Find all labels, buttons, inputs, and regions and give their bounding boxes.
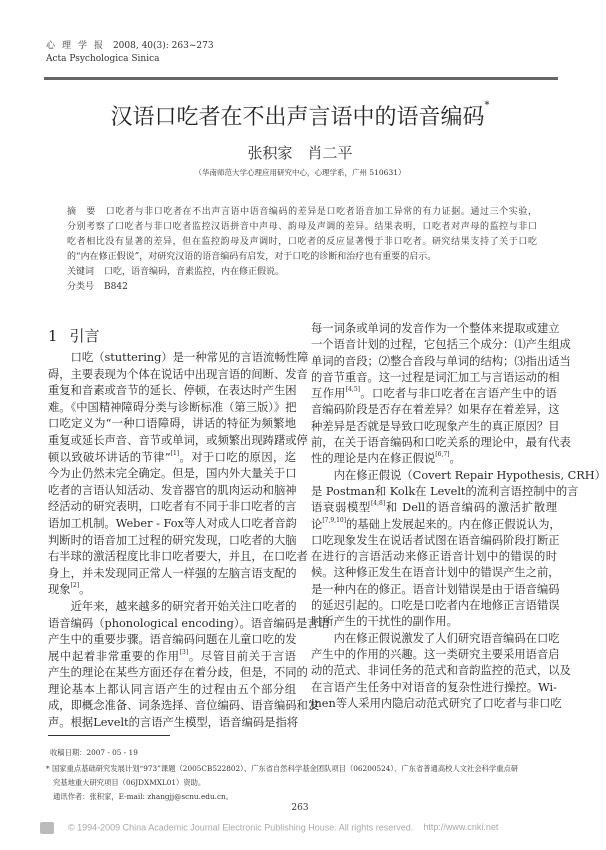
classification-number: B842: [104, 282, 128, 292]
text-line: [311, 370, 560, 386]
text-line: [48, 632, 296, 649]
text-line: [311, 598, 560, 614]
abstract-line: 吃者相比没有显著的差异，但在监控韵母及声调时，口吃者的反应显著慢于非口吃者。研究结果支持了关于口吃: [67, 237, 537, 247]
text-line: [311, 386, 557, 402]
text-line: [48, 383, 296, 400]
text-line: [48, 400, 296, 417]
text-line: [48, 416, 296, 433]
text-segment: 互作用: [311, 387, 346, 401]
text-line: [311, 533, 560, 549]
journal-name-char: 学: [78, 41, 88, 51]
classification-line: [67, 280, 537, 295]
text-segment: 时所产生的干扰性的副作用。: [311, 615, 458, 629]
text-line: [48, 466, 296, 483]
text-line: [311, 647, 560, 663]
received-date: 收稿日期：2007 - 05 - 19: [50, 748, 138, 757]
citation-reference: [1]: [170, 449, 180, 457]
text-segment: 口吃定义为“一种口语障碍，讲话的特征为频繁地: [48, 417, 296, 431]
text-line: [311, 565, 560, 581]
journal-name-en: Acta Psychologica Sinica: [46, 54, 160, 64]
header-rule: [44, 77, 558, 80]
text-segment: 在进行的言语活动来修正语音计划中的错误的时: [311, 550, 557, 564]
keywords-line: [67, 265, 537, 280]
text-segment: 的延迟引起的。口吃是口吃者内在地修正言语错误: [311, 599, 560, 613]
abstract-label: 摘 要: [67, 207, 96, 217]
text-segment: 碍，主要表现为个体在说话中出现言语的间断、发音: [48, 367, 308, 381]
text-line: [48, 649, 296, 666]
text-segment: 身上，并未发现同正常人一样强的左脑言语支配的: [48, 566, 297, 580]
text-line: [48, 533, 296, 550]
text-segment: 口吃现象发生在说话者试图在语音编码阶段打断正: [311, 533, 560, 547]
text-segment: 今为止仍然未完全确定。但是，国内外大量关于口: [48, 467, 297, 481]
corresponding-author: 通讯作者：张积家，E-mail: zhangjj@scnu.edu.cn。: [53, 792, 234, 801]
text-segment: 内在修正假说激发了人们研究语音编码在口吃: [333, 631, 560, 645]
text-line: [48, 582, 296, 599]
text-line: [311, 549, 557, 565]
text-line: [311, 419, 560, 435]
text-segment: 重复或延长声音、音节或单词，或频繁出现踌躇或停: [48, 433, 308, 447]
citation: 2008, 40(3): 263~273: [112, 41, 214, 51]
funding-note: * 国家重点基础研究发展计划“973”课题（2005CB522802）、广东省自然科学基金团队项目（06200524）、广东省普通高校人文社会科学重点研: [46, 764, 519, 773]
text-line: [311, 680, 557, 696]
text-segment: 语衰弱模型: [311, 501, 371, 515]
citation-reference: [3]: [179, 648, 189, 656]
text-segment: 单词的音段；⑵整合音段与单词的结构；⑶指出适当: [311, 354, 571, 368]
text-line: [48, 566, 296, 583]
text-segment: 右半球的激活程度比非口吃者要大，并且，在口吃者: [48, 550, 308, 564]
text-segment: 产生的理论在某些方面还存在着分歧，但是，不同的: [48, 666, 308, 680]
title-text: 汉语口吃者在不出声言语中的语音编码: [110, 105, 485, 130]
text-line: [311, 402, 560, 418]
journal-name-char: 报: [94, 41, 104, 51]
text-segment: 口吃（stuttering）是一种常见的言语流畅性障: [70, 351, 309, 364]
journal-name-char: 理: [62, 41, 72, 51]
abstract: [67, 205, 537, 295]
cnki-link[interactable]: http://www.cnki.net: [423, 822, 499, 833]
footnote-rule: [48, 735, 170, 736]
text-segment: 重复和音素或音节的延长、停顿，在表达时产生困: [48, 384, 297, 398]
text-segment: 。尽管目前关于言语: [188, 649, 296, 663]
text-line: [311, 337, 571, 353]
text-segment: 产生中的作用的兴趣。这一类研究主要采用语音启: [311, 647, 560, 661]
text-segment: 。口吃者与非口吃者在言语产生中的语: [360, 387, 557, 401]
text-line: [48, 682, 296, 699]
authors: 张积家 肖二平: [247, 144, 353, 162]
text-line: [48, 516, 296, 533]
text-line: [311, 484, 579, 500]
text-segment: 性的理论是内在修正假说: [311, 452, 436, 466]
text-segment: 是一种内在的修正。语音计划错误是由于语音编码: [311, 582, 560, 596]
text-line: [311, 435, 571, 451]
text-segment: 现象: [48, 583, 71, 597]
text-segment: 前，在关于语音编码和口吃关系的理论中，最有代表: [311, 436, 571, 450]
journal-name-char: 心: [46, 41, 56, 51]
text-segment: 音编码阶段是否存在着差异？如果存在着差异，这: [311, 403, 560, 417]
citation-reference: [4,5]: [345, 386, 360, 394]
text-segment: 的音节重音。这一过程是词汇加工与言语运动的相: [311, 370, 560, 384]
text-line: [311, 468, 606, 484]
text-segment: 声。根据Levelt的言语产生模型，语音编码是指将: [48, 716, 299, 730]
text-segment: 种差异是否就是导致口吃现象产生的真正原因？目: [311, 419, 560, 433]
abstract-line: 分别考察了口吃者与非口吃者监控汉语拼音中声母、韵母及声调的差异。结果表明，口吃者对声母的监控与非口: [67, 222, 537, 232]
text-line: [48, 549, 308, 566]
citation-reference: [7,9,10]: [322, 516, 347, 524]
text-segment: 理论基本上都认同言语产生的过程由五个部分组: [48, 682, 296, 696]
text-segment: 。对于口吃的原因，迄: [179, 450, 296, 464]
text-segment: 和 Dell的语音编码的激活扩散理: [385, 501, 557, 515]
text-segment: 在言语产生任务中对语音的复杂性进行操控。Wi-: [311, 680, 557, 694]
text-line: [48, 665, 308, 682]
text-line: [311, 321, 560, 337]
citation-reference: [2]: [70, 582, 80, 590]
text-segment: 吃者的言语认知活动、发音器官的肌肉运动和脑神: [48, 483, 297, 497]
citation-reference: [4,8]: [370, 500, 386, 508]
copyright-text: © 1994-2009 China Academic Journal Electronic Publishing House. All rights reserved.: [68, 822, 414, 833]
text-line: [48, 483, 296, 500]
text-line: [48, 450, 296, 467]
title-footnote-mark: *: [484, 100, 490, 111]
funding-note-cont: 究基地重大研究项目（06JDXMXL01）资助。: [53, 778, 206, 787]
text-line: [311, 614, 557, 630]
section-title: 引言: [69, 327, 100, 345]
copyright-bar: [40, 822, 560, 834]
text-segment: 一个语音计划的过程，它包括三个成分：⑴产生组成: [311, 338, 571, 352]
text-line: [48, 715, 299, 732]
text-segment: jnen等人采用内隐启动范式研究了口吃者与非口吃: [311, 696, 562, 710]
text-segment: 每一词条或单词的发音作为一个整体来提取或建立: [311, 322, 560, 335]
text-segment: 动的范式、非词任务的范式和音韵监控的范式，以及: [311, 664, 571, 678]
text-segment: 候。这种修正发生在语音计划中的错误产生之前，: [311, 566, 560, 580]
text-line: [48, 367, 308, 384]
text-line: [311, 663, 571, 679]
text-line: [48, 599, 296, 616]
abstract-line: 的“内在修正假说”，对研究汉语的语音编码有启发，对于口吃的诊断和治疗也有重要的启示。: [67, 252, 437, 262]
section-heading: [48, 325, 100, 346]
keywords: 口吃，语音编码，音素监控，内在修正假说。: [104, 267, 285, 277]
abstract-text: 口吃者与非口吃者在不出声言语中语音编码的差异是口吃者语音加工异常的有力证据。通过三个实验，: [105, 207, 537, 217]
right-column: [311, 321, 606, 712]
text-line: [48, 433, 308, 450]
text-segment: 展中起着非常重要的作用: [48, 649, 180, 663]
page-number: 263: [291, 803, 309, 813]
text-line: [311, 451, 557, 467]
text-segment: 判断时的语音加工过程的研究发现，口吃者的大脑: [48, 533, 297, 547]
text-line: [311, 500, 557, 516]
text-segment: 的基础上发展起来的。内在修正假说认为，: [346, 517, 561, 531]
text-segment: 语加工机制。Weber - Fox等人对成人口吃者音韵: [48, 516, 297, 530]
text-segment: 产生中的重要步骤。语音编码问题在儿童口吃的发: [48, 633, 297, 647]
classification-label: 分类号: [67, 282, 95, 292]
affiliation: （华南师范大学心理应用研究中心，心理学系，广州 510631）: [194, 168, 406, 177]
text-line: [311, 516, 561, 533]
text-line: [311, 696, 562, 712]
paper-title: [0, 100, 600, 131]
text-line: [311, 582, 560, 598]
text-line: [311, 354, 571, 370]
text-line: [311, 631, 560, 647]
text-segment: 成，即概念准备、词条选择、音位编码、语音编码和发: [48, 699, 320, 713]
text-segment: 近年来，越来越多的研究者开始关注口吃者的: [70, 599, 297, 613]
journal-citation-line: [46, 40, 221, 53]
text-segment: 经活动的研究表明，口吃者有不同于非口吃者的言: [48, 500, 297, 514]
text-segment: 。: [79, 583, 91, 597]
citation-reference: [6,7]: [435, 451, 450, 459]
text-line: [48, 698, 320, 715]
abstract-line: [67, 205, 537, 220]
text-line: [48, 350, 309, 367]
text-segment: 是 Postman和 Kolk在 Levelt的流利言语控制中的言: [311, 484, 579, 498]
text-segment: 难。《中国精神障碍分类与诊断标准（第三版）》把: [48, 400, 297, 414]
keywords-label: 关键词: [67, 267, 95, 277]
text-segment: 语音编码（phonological encoding）。语音编码是言语: [48, 616, 330, 630]
text-line: [48, 499, 296, 516]
cnki-logo-icon: [40, 822, 54, 834]
text-segment: 。: [449, 452, 461, 466]
text-segment: 内在修正假说（Covert Repair Hypothesis, CRH）: [333, 468, 606, 482]
text-segment: 论: [311, 517, 323, 531]
text-segment: 顿以致破坏讲话的节律”: [48, 450, 171, 464]
journal-header: [46, 40, 221, 66]
section-number: 1: [48, 327, 58, 345]
text-line: [48, 616, 330, 633]
